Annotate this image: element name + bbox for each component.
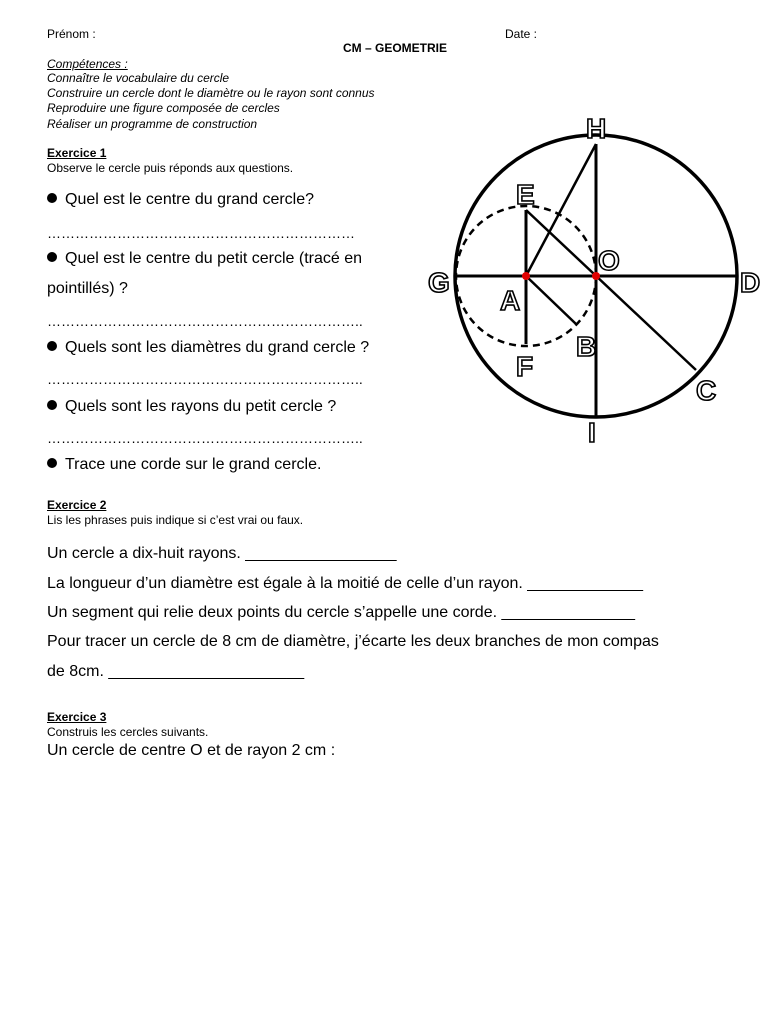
statement-4: Pour tracer un cercle de 8 cm de diamètre, j’écarte les deux branches de mon compas [47,633,659,650]
circle-figure [420,100,770,450]
question-text: Quel est le centre du petit cercle (tracé en [65,250,363,267]
statement-3: Un segment qui relie deux points du cercle s’appelle une corde. _______________ [47,604,635,621]
statement-1: Un cercle a dix-huit rayons. _________________ [47,545,397,562]
date-label: Date : [505,27,538,41]
competence-item: Réaliser un programme de construction [47,117,258,131]
answer-line: ………………………………………………………… [47,225,355,241]
question-text: Quels sont les diamètres du grand cercle ? [65,339,370,356]
bullet-icon [47,252,57,262]
segment-ec [526,210,696,370]
bullet-icon [47,341,57,351]
competence-item: Construire un cercle dont le diamètre ou le rayon sont connus [47,86,375,100]
question-2-continued: pointillés) ? [47,280,128,297]
label-g: G [428,267,450,298]
label-f: F [516,351,534,382]
exercise3-title: Exercice 3 [47,710,107,724]
question-1 [47,191,314,209]
statement-2: La longueur d’un diamètre est égale à la moitié de celle d’un rayon. _____________ [47,575,643,592]
exercise3-statement: Un cercle de centre O et de rayon 2 cm : [47,742,336,759]
question-2 [47,250,362,268]
question-text: Quels sont les rayons du petit cercle ? [65,398,337,415]
label-e: E [516,179,535,210]
question-5 [47,456,321,474]
question-text: Quel est le centre du grand cercle? [65,191,315,208]
exercise2-title: Exercice 2 [47,498,107,512]
statement-4-continued: de 8cm. ______________________ [47,663,305,680]
label-d: D [740,267,761,298]
question-4 [47,398,336,416]
answer-line: ………………………………………………………….. [47,313,363,329]
exercise1-instruction: Observe le cercle puis réponds aux questions. [47,161,294,175]
question-3 [47,339,369,357]
label-h: H [586,113,607,144]
answer-line: ………………………………………………………….. [47,430,363,446]
point-a [522,272,530,280]
exercise3-instruction: Construis les cercles suivants. [47,725,209,739]
question-text: Trace une corde sur le grand cercle. [65,456,322,473]
competence-item: Reproduire une figure composée de cercles [47,101,280,115]
label-b: B [576,331,597,362]
bullet-icon [47,458,57,468]
bullet-icon [47,193,57,203]
segment-ah [526,144,596,276]
prenom-label: Prénom : [47,27,96,41]
exercise1-title: Exercice 1 [47,146,107,160]
page-title: CM – GEOMETRIE [343,41,448,55]
bullet-icon [47,400,57,410]
segment-ab [526,276,576,324]
label-o: O [598,245,620,276]
exercise2-instruction: Lis les phrases puis indique si c’est vrai ou faux. [47,513,304,527]
label-c: C [696,375,717,406]
competences-heading: Compétences : [47,57,128,71]
label-a: A [500,285,521,316]
answer-line: ………………………………………………………….. [47,371,363,387]
label-i: I [588,417,596,448]
competence-item: Connaître le vocabulaire du cercle [47,71,230,85]
